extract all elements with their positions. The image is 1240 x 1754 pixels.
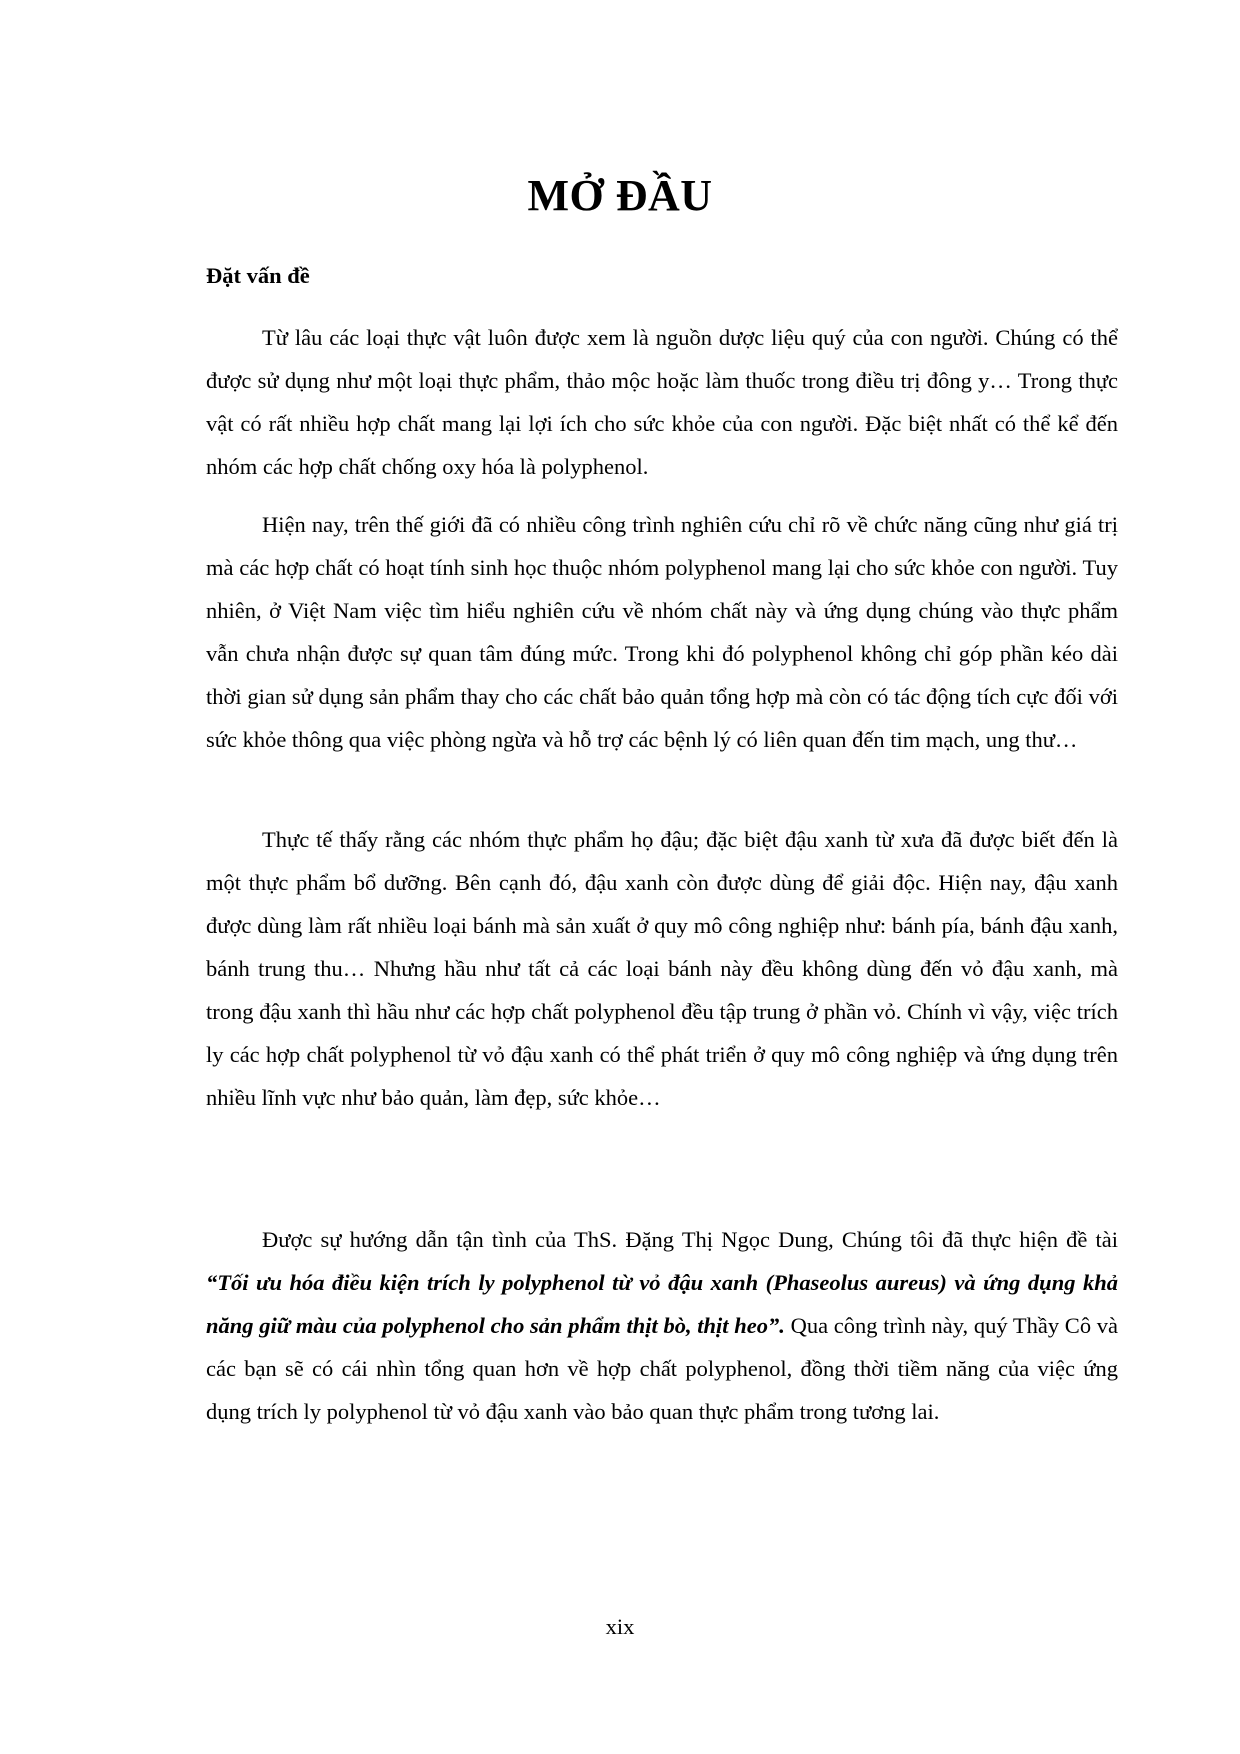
paragraph-4-outro: Qua công trình này, quý Thầy Cô và các bạn sẽ có cái nhìn tổng quan hơn về hợp chất polyphenol, đồng thời tiềm năng của việc ứng dụng trích ly polyphenol từ vỏ đậu xanh vào bảo quan thực phẩm trong tương lai. — [206, 1313, 1119, 1424]
paragraph-3: Thực tế thấy rằng các nhóm thực phẩm họ đậu; đặc biệt đậu xanh từ xưa đã được biết đến là một thực phẩm bổ dưỡng. Bên cạnh đó, đậu xanh còn được dùng để giải độc. Hiện nay, đậu xanh được dùng làm rất nhiều loại bánh mà sản xuất ở quy mô công nghiệp như: bánh pía, bánh đậu xanh, bánh trung thu… Nhưng hầu như tất cả các loại bánh này đều không dùng đến vỏ đậu xanh, mà trong đậu xanh thì hầu như các hợp chất polyphenol đều tập trung ở phần vỏ. Chính vì vậy, việc trích ly các hợp chất polyphenol từ vỏ đậu xanh có thể phát triển ở quy mô công nghiệp và ứng dụng trên nhiều lĩnh vực như bảo quản, làm đẹp, sức khỏe… — [206, 827, 1118, 1110]
thesis-topic-title: “Tối ưu hóa điều kiện trích ly polyphenol từ vỏ đậu xanh (Phaseolus aureus) và ứng dụng khả năng giữ màu của polyphenol cho sản phẩm thịt bò, thịt heo”. — [206, 1270, 1118, 1338]
paragraph-2: Hiện nay, trên thế giới đã có nhiều công trình nghiên cứu chỉ rõ về chức năng cũng như giá trị mà các hợp chất có hoạt tính sinh học thuộc nhóm polyphenol mang lại cho sức khỏe con người. Tuy nhiên, ở Việt Nam việc tìm hiểu nghiên cứu về nhóm chất này và ứng dụng chúng vào thực phẩm vẫn chưa nhận được sự quan tâm đúng mức. Trong khi đó polyphenol không chỉ góp phần kéo dài thời gian sử dụng sản phẩm thay cho các chất bảo quản tổng hợp mà còn có tác động tích cực đối với sức khỏe thông qua việc phòng ngừa và hỗ trợ các bệnh lý có liên quan đến tim mạch, ung thư… — [206, 512, 1118, 752]
paragraph-1: Từ lâu các loại thực vật luôn được xem là nguồn dược liệu quý của con người. Chúng có thể được sử dụng như một loại thực phẩm, thảo mộc hoặc làm thuốc trong điều trị đông y… Trong thực vật có rất nhiều hợp chất mang lại lợi ích cho sức khỏe của con người. Đặc biệt nhất có thể kể đến nhóm các hợp chất chống oxy hóa là polyphenol. — [206, 325, 1118, 479]
paragraph-4-intro: Được sự hướng dẫn tận tình của ThS. Đặng Thị Ngọc Dung, Chúng tôi đã thực hiện đề tài — [262, 1227, 1118, 1252]
page-number: xix — [605, 1614, 635, 1639]
page-title: MỞ ĐẦU — [527, 171, 713, 220]
paragraph-4 — [206, 1218, 1118, 1433]
section-heading: Đặt vấn đề — [206, 263, 310, 288]
